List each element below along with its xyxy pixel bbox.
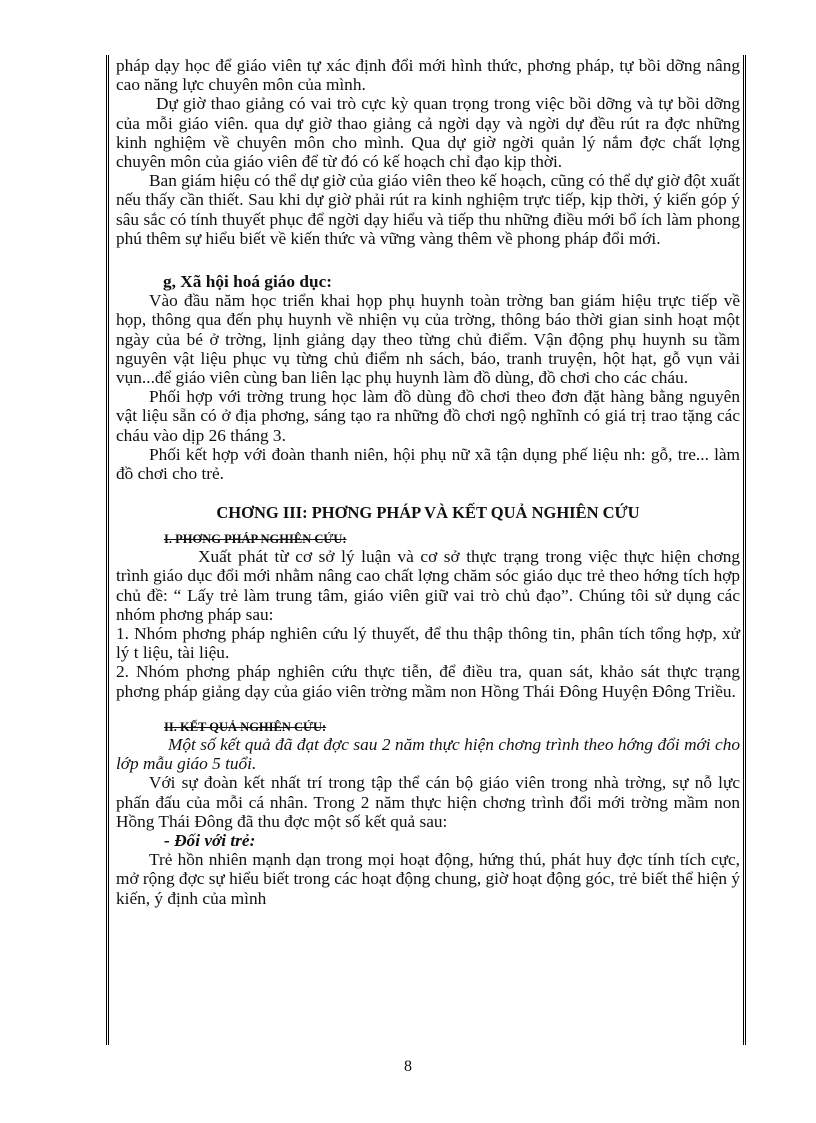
document-body: [116, 56, 740, 908]
paragraph-6: Phối kết hợp với đoàn thanh niên, hội phụ nữ xã tận dụng phế liệu nh: gỗ, tre... làm đồ chơi cho trẻ.: [116, 444, 740, 484]
paragraph-9: 2. Nhóm phơng pháp nghiên cứu thực tiễn, để điều tra, quan sát, khảo sát thực trạng phơng pháp giảng dạy của giáo viên trờng mầm non Hồng Thái Đông Huyện Đông Triều.: [116, 662, 740, 701]
page-number: 8: [404, 1058, 412, 1075]
paragraph-12: Trẻ hồn nhiên mạnh dạn trong mọi hoạt động, hứng thú, phát huy đợc tính tích cực, mở rộng đợc sự hiểu biết trong các hoạt động chung, giờ hoạt động góc, trẻ biết thể hiện ý kiến, ý định của mình: [116, 850, 740, 908]
heading-g: g, Xã hội hoá giáo dục:: [163, 272, 332, 292]
paragraph-11: Với sự đoàn kết nhất trí trong tập thể cán bộ giáo viên trong nhà trờng, sự nỗ lực phấn đấu của mỗi cá nhân. Trong 2 năm thực hiện chơng trình đổi mới trờng mầm non Hồng Thái Đông đã thu đợc một số kết quả sau:: [116, 773, 740, 831]
paragraph-3: Ban giám hiệu có thể dự giờ của giáo viên theo kế hoạch, cũng có thể dự giờ đột xuất nếu thấy cần thiết. Sau khi dự giờ phải rút ra kinh nghiệm trực tiếp, kịp thời, ý kiến góp ý sâu sắc có tính thuyết phục để ngời dạy hiểu và tiếp thu những điều mới bổ ích làm phong phú thêm sự hiểu biết về kiến thức và vững vàng thêm về phong pháp đổi mới.: [116, 171, 740, 248]
paragraph-2: Dự giờ thao giảng có vai trò cực kỳ quan trọng trong việc bồi dỡng và tự bồi dỡng của mỗi giáo viên. qua dự giờ thao giảng cả ngời dạy và ngời dự đều rút ra đợc những kinh nghiệm về chuyên môn cho mình. Qua dự giờ ngời quản lý nắm đợc chất lợng chuyên môn của giáo viên để từ đó có kế hoạch chỉ đạo kịp thời.: [116, 94, 740, 172]
paragraph-7: Xuất phát từ cơ sở lý luận và cơ sở thực trạng trong việc thực hiện chơng trình giáo dục đổi mới nhằm nâng cao chất lợng chăm sóc giáo dục trẻ theo hớng tích hợp chủ đề: “ Lấy trẻ làm trung tâm, giáo viên giữ vai trò chủ đạo”. Chúng tôi sử dụng các nhóm phơng pháp sau:: [116, 547, 740, 624]
chapter-title: CHƠNG III: PHƠNG PHÁP VÀ KẾT QUẢ NGHIÊN CỨU: [216, 503, 640, 523]
paragraph-5: Phối hợp với trờng trung học làm đồ dùng đồ chơi theo đơn đặt hàng bằng nguyên vật liệu sẵn có ở địa phơng, sáng tạo ra những đồ chơi ngộ nghĩnh có giá trị trao tặng các cháu vào dịp 26 tháng 3.: [116, 387, 740, 445]
paragraph-8: 1. Nhóm phơng pháp nghiên cứu lý thuyết, để thu thập thông tin, phân tích tổng hợp, xử lý t liệu, tài liệu.: [116, 624, 740, 663]
paragraph-4: Vào đầu năm học triển khai họp phụ huynh toàn trờng ban giám hiệu trực tiếp về họp, thông qua đến phụ huynh về nhiện vụ của trờng, thông báo thời gian sinh hoạt một ngày của bé ở trờng, lịnh giảng dạy theo từng chủ điểm. Vận động phụ huynh su tầm nguyên vật liệu phục vụ từng chủ điểm nh sách, báo, tranh truyện, hột hạt, gỗ vụn vải vụn...để giáo viên cùng ban liên lạc phụ huynh làm đồ dùng, đồ chơi cho các cháu.: [116, 291, 740, 388]
section-1-title: I. PHƠNG PHÁP NGHIÊN CỨU:: [164, 532, 347, 547]
paragraph-10: Một số kết quả đã đạt đợc sau 2 năm thực hiện chơng trình theo hớng đổi mới cho lớp mẫu giáo 5 tuổi.: [116, 734, 740, 774]
paragraph-1: pháp dạy học để giáo viên tự xác định đổi mới hình thức, phơng pháp, tự bồi dỡng nâng cao năng lực chuyên môn của mình.: [116, 56, 740, 95]
heading-doi-voi-tre: - Đối với trẻ:: [164, 830, 256, 850]
section-2-title: II. KẾT QUẢ NGHIÊN CỨU:: [164, 719, 327, 734]
